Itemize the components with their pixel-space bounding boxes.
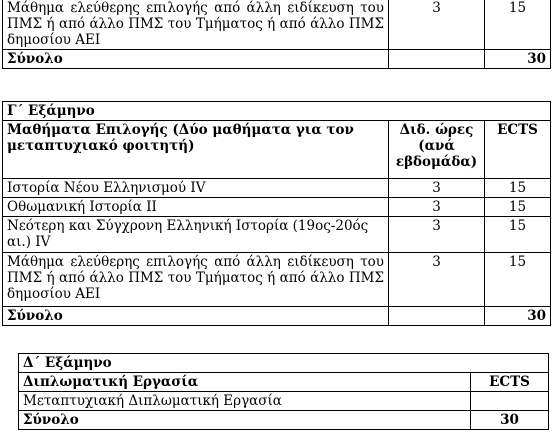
header-ects: ECTS: [471, 373, 549, 392]
table-row: [3, 253, 551, 307]
course-ects: 15: [485, 0, 551, 50]
course-name: Ιστορία Νέου Ελληνισμού IV: [3, 179, 389, 198]
header-ects: ECTS: [485, 121, 551, 179]
semester-d-table: [18, 353, 549, 430]
total-row: [3, 50, 551, 69]
course-hours: 3: [389, 253, 485, 307]
header-course: Μαθήματα Επιλογής (Δύο μαθήματα για τον μεταπτυχιακό φοιτητή): [3, 121, 389, 179]
header-row: [19, 373, 549, 392]
course-hours: 3: [389, 0, 485, 50]
course-ects: 15: [485, 179, 551, 198]
semester-title: Δ΄ Εξάμηνο: [19, 354, 549, 373]
course-name: Μάθημα ελεύθερης επιλογής από άλλη ειδίκευση του ΠΜΣ ή από άλλο ΠΜΣ του Τμήματος ή από άλλο ΠΜΣ δημοσίου ΑΕΙ: [3, 0, 389, 50]
course-name: Μεταπτυχιακή Διπλωματική Εργασία: [19, 392, 471, 411]
course-hours: 3: [389, 179, 485, 198]
course-name: Νεότερη και Σύγχρονη Ελληνική Ιστορία (19ος-20ός αι.) IV: [3, 217, 389, 253]
header-course: Διπλωματική Εργασία: [19, 373, 471, 392]
semester-title: Γ΄ Εξάμηνο: [3, 102, 551, 121]
total-label: Σύνολο: [19, 411, 471, 430]
table-row: [19, 392, 549, 411]
course-ects: 15: [485, 217, 551, 253]
course-hours: 3: [389, 217, 485, 253]
table-row: [3, 0, 551, 50]
table-row: [3, 217, 551, 253]
course-name: Οθωμανική Ιστορία ΙΙ: [3, 198, 389, 217]
course-name: Μάθημα ελεύθερης επιλογής από άλλη ειδίκευση του ΠΜΣ ή από άλλο ΠΜΣ του Τμήματος ή από άλλο ΠΜΣ δημοσίου ΑΕΙ: [3, 253, 389, 307]
course-ects: 15: [485, 253, 551, 307]
total-label: Σύνολο: [3, 307, 389, 326]
semester-title-row: [19, 354, 549, 373]
table-row: [3, 198, 551, 217]
top-table: [2, 0, 551, 69]
total-label: Σύνολο: [3, 50, 389, 69]
semester-c-table: [2, 101, 551, 326]
total-ects: 30: [485, 50, 551, 69]
course-hours: 3: [389, 198, 485, 217]
course-ects: [471, 392, 549, 411]
total-ects: 30: [471, 411, 549, 430]
course-ects: 15: [485, 198, 551, 217]
total-row: [19, 411, 549, 430]
table-row: [3, 179, 551, 198]
semester-title-row: [3, 102, 551, 121]
header-row: [3, 121, 551, 179]
total-row: [3, 307, 551, 326]
header-hours: Διδ. ώρες (ανά εβδομάδα): [389, 121, 485, 179]
total-ects: 30: [485, 307, 551, 326]
